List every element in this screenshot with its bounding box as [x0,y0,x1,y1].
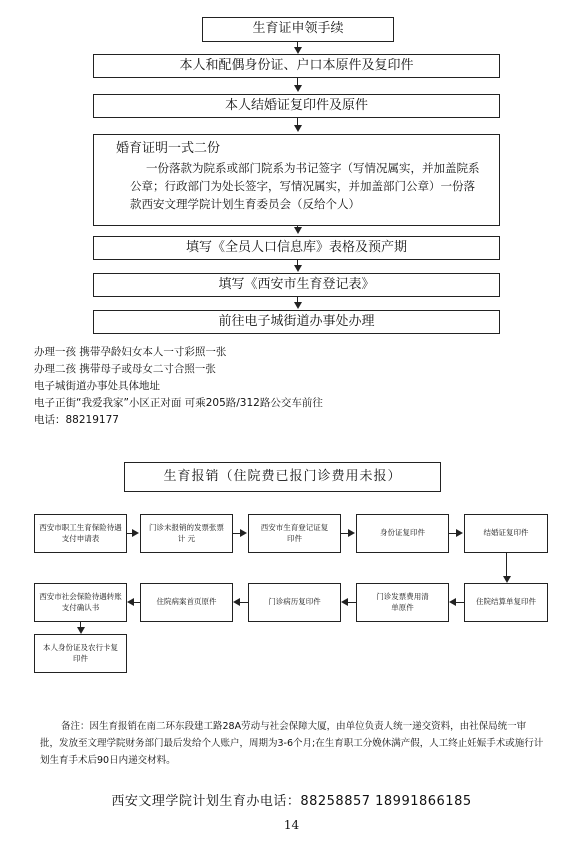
step-population-info: 填写《全员人口信息库》表格及预产期 [93,236,500,260]
arrow-down-icon [294,265,302,272]
reimburse-row2-box-1: 西安市社会保险待遇转账支付确认书 [34,583,127,622]
info-line: 办理一孩 携带孕龄妇女本人一寸彩照一张 [34,346,227,358]
arrow-right-icon [348,529,355,537]
arrow-right-icon [456,529,463,537]
arrow-down-icon [503,576,511,583]
arrow-down-icon [294,85,302,92]
reimburse-row2-box-5: 住院结算单复印件 [464,583,548,622]
marriage-proof-title: 婚育证明一式二份 [116,141,221,156]
arrow-down-icon [294,227,302,234]
section1-title: 生育证申领手续 [202,17,394,42]
arrow-right-icon [240,529,247,537]
reimburse-row3-box-1: 本人身份证及农行卡复印件 [34,634,127,673]
step-id-documents: 本人和配偶身份证、户口本原件及复印件 [93,54,500,78]
info-line: 电话：88219177 [34,414,119,426]
reimburse-row2-box-3: 门诊病历复印件 [248,583,341,622]
connector-line [506,553,507,577]
step-birth-registration: 填写《西安市生育登记表》 [93,273,500,297]
section2-title: 生育报销（住院费已报门诊费用未报） [124,462,441,492]
reimburse-row2-box-2: 住院病案首页原件 [140,583,233,622]
marriage-proof-body: 一份落款为院系或部门院系为书记签字（写情况属实，并加盖院系公章；行政部门为处长签字，写情况属实，并加盖部门公章）一份落款西安文理学院计划生育委员会（反给个人） [130,161,480,212]
info-line: 办理二孩 携带母子或母女二寸合照一张 [34,363,216,375]
arrow-down-icon [294,302,302,309]
connector-line [455,602,464,603]
reimburse-row1-box-3: 西安市生育登记证复印件 [248,514,341,553]
arrow-down-icon [294,125,302,132]
step-marriage-proof [93,134,500,226]
arrow-down-icon [77,627,85,634]
info-line: 电子城街道办事处具体地址 [34,380,160,392]
note-text: 备注：因生育报销在南二环东段建工路28A劳动与社会保障大厦，由单位负责人统一递交资料，由社保局统一审批，发放至文理学院财务部门最后发给个人账户，周期为3-6个月;在生育职工分娩休满产假，人工终止妊娠手术或施行计划生育手术后90日内递交材料。 [40,721,544,766]
reimburse-row2-box-4: 门诊发票费用清单原件 [356,583,449,622]
step-marriage-certificate: 本人结婚证复印件及原件 [93,94,500,118]
reimburse-row1-box-2: 门诊未报销的发票张票计 元 [140,514,233,553]
connector-line [133,602,140,603]
arrow-right-icon [132,529,139,537]
page-number: 14 [283,818,300,832]
reimburse-row1-box-5: 结婚证复印件 [464,514,548,553]
arrow-down-icon [294,47,302,54]
reimburse-row1-box-1: 西安市职工生育保险待遇支付申请表 [34,514,127,553]
reimburse-row1-box-4: 身份证复印件 [356,514,449,553]
info-line: 电子正街“我爱我家”小区正对面 可乘205路/312路公交车前往 [34,397,323,409]
footer-contact: 西安文理学院计划生育办电话：88258857 18991866185 [111,794,472,809]
connector-line [347,602,356,603]
step-go-to-office: 前往电子城街道办事处办理 [93,310,500,334]
connector-line [239,602,248,603]
